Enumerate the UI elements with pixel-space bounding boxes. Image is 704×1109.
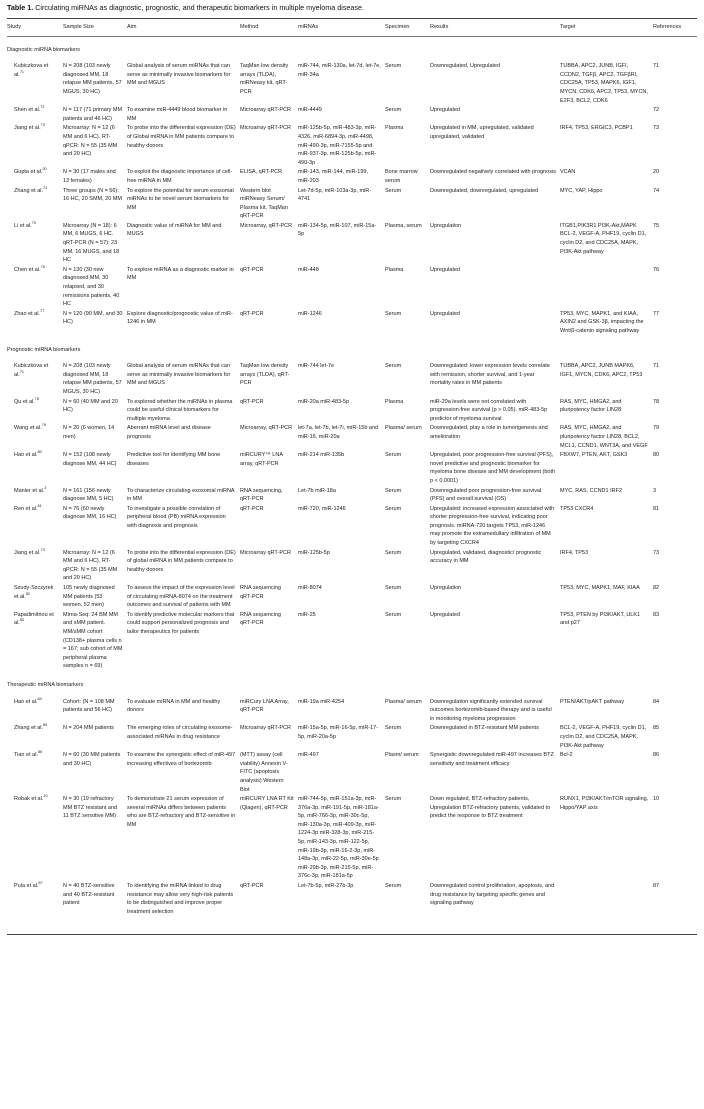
cell-mirnas: miR-125b-5p bbox=[298, 549, 330, 556]
study-name: Shen et al. bbox=[14, 107, 41, 114]
study-name: Jiang et al. bbox=[14, 549, 41, 556]
cell-sample-size: Microarray: N = 12 (6 MM and 6 HC), RT-qPCR: N = 55 (35 MM and 20 HC) bbox=[63, 549, 118, 582]
citation-superscript: 83 bbox=[19, 618, 25, 623]
study-name: Szudy-Szczyrek et al. bbox=[14, 585, 54, 600]
cell-aim: To characterize circulating exosomal miRNA in MM bbox=[127, 487, 235, 503]
cell-study bbox=[7, 424, 63, 451]
cell-aim: The emerging roles of circulating exosome-associated miRNAs in drug resistance bbox=[127, 725, 233, 740]
cell-mirnas: miR-15a-5p, miR-16-5p, miR-17-5p, miR-20a-5p bbox=[298, 725, 379, 740]
table-row bbox=[7, 487, 697, 505]
cell-target bbox=[560, 106, 653, 124]
cell-target: RAS, MYC, HMGA2, and pluripotency factor LIN28 bbox=[560, 398, 622, 414]
cell-sample-size: N = 117 (71 primary MM patients and 46 HC) bbox=[63, 107, 123, 122]
cell-target: TP53, MYC, MAPK1, and KIAA, AXIN2 and GSK-3β, impacting the Wnt/β-catenin signaling pathway bbox=[560, 310, 644, 334]
cell-method: qRT-PCR bbox=[240, 883, 264, 890]
cell-target: ITGB1,PIK3R1 PI3K-Akt,MAPK BCL-2, VEGF-A, PHF19, cyclin D1, cyclin D2, and CDC25A, MAPK, PI3K-Akt pathway bbox=[560, 222, 647, 255]
cell-results: Upregulated bbox=[430, 310, 460, 317]
citation-superscript: 72 bbox=[40, 105, 45, 110]
cell-specimen: Serum bbox=[385, 549, 402, 556]
citation-superscript: 84 bbox=[37, 696, 42, 701]
cell-reference: 75 bbox=[653, 222, 660, 229]
cell-reference: 73 bbox=[653, 549, 660, 556]
study-name: Wang et al. bbox=[14, 425, 42, 432]
citation-superscript: 86 bbox=[37, 750, 43, 755]
column-header-results: Results bbox=[430, 24, 449, 30]
cell-specimen: Serum bbox=[385, 487, 402, 494]
cell-sample-size: N = 130 (30 new diagnosed MM, 30 relapsed, and 30 remissions patients, 40 HC bbox=[63, 266, 120, 308]
cell-results: Downregulated: lower expression levels correlate with remission, shorter survival, and 1-year mortality rates in MM patients bbox=[430, 363, 550, 387]
cell-specimen: Serum bbox=[385, 363, 402, 370]
cell-mirnas: miR-125b-5p, miR-483-3p, miR-4326, miR-6894-3p, miR-4498, miR-490-3p, miR-7155-5p and miR-937-3p. miR-125b-5p, miR-490-3p bbox=[298, 125, 377, 166]
table-row bbox=[7, 222, 697, 266]
study-name: Papadimitriou et al. bbox=[14, 611, 54, 627]
cell-study bbox=[7, 187, 63, 222]
cell-specimen: Plasm/ serum bbox=[385, 752, 419, 759]
cell-study bbox=[7, 124, 63, 168]
cell-mirnas: miR-1246 bbox=[298, 310, 322, 317]
cell-aim: Diagnostic value of miRNA for MM and MUGS bbox=[127, 222, 222, 238]
cell-sample-size: N = 20 (6 women, 14 men) bbox=[63, 425, 115, 440]
column-header-aim: Aim bbox=[127, 24, 137, 30]
cell-aim: Global analysis of serum miRNAs that can serve as minimally invasive biomarkers for MM and MGUS bbox=[127, 363, 231, 387]
cell-results: Upregulated bbox=[430, 611, 460, 618]
cell-target: RAS, MYC, HMGA2, and pluripotency factor LIN28, BCL2, MCL1, CCND1, WNT3A, and VEGF bbox=[560, 425, 648, 449]
cell-target: MYC, RAS, CCND1 IRF2 bbox=[560, 487, 623, 494]
table-row bbox=[7, 266, 697, 310]
cell-method: qRT-PCR bbox=[240, 505, 264, 512]
cell-aim: To evaluate miRNA in MM and healthy donors bbox=[127, 698, 221, 714]
table-row bbox=[7, 62, 697, 106]
cell-study bbox=[7, 62, 63, 106]
cell-aim: Aberrant miRNA level and disease prognosis bbox=[127, 425, 211, 440]
study-name: Hao et al. bbox=[14, 698, 38, 705]
cell-method: ELISA, qRT-PCR bbox=[240, 169, 283, 176]
table-row bbox=[7, 451, 697, 486]
cell-results: Downregulated negatively correlated with prognosis bbox=[430, 169, 556, 176]
cell-aim: To examine miR-4449 blood biomarker in MM bbox=[127, 107, 228, 122]
cell-target: TP53 CXCR4 bbox=[560, 505, 594, 512]
cell-method: miRCURY LNA RT Kit (Qiagen), qRT-PCR bbox=[240, 796, 294, 811]
cell-specimen: Serum bbox=[385, 796, 402, 803]
cell-specimen: Serum bbox=[385, 107, 402, 114]
cell-method: qRT-PCR bbox=[240, 266, 264, 273]
study-name: Pula et al. bbox=[14, 883, 39, 890]
cell-method: RNA sequencing qRT-PCR bbox=[240, 585, 281, 600]
cell-study bbox=[7, 266, 63, 310]
table-row bbox=[7, 698, 697, 725]
study-name: Qu et al. bbox=[14, 398, 35, 405]
cell-method: qRT-PCR bbox=[240, 310, 264, 317]
cell-reference: 10 bbox=[653, 796, 660, 803]
table-row bbox=[7, 505, 697, 549]
cell-sample-size: N = 60 (40 MM and 20 HC) bbox=[63, 398, 118, 414]
citation-superscript: 75 bbox=[31, 221, 36, 226]
cell-reference: 76 bbox=[653, 266, 660, 273]
cell-results: Upregulation bbox=[430, 585, 462, 592]
cell-specimen: Serum bbox=[385, 585, 402, 592]
cell-results: Upregulated bbox=[430, 107, 460, 114]
cell-specimen: Serum bbox=[385, 725, 402, 732]
citation-superscript: 82 bbox=[25, 591, 31, 596]
cell-method: Microarray qRT-PCR bbox=[240, 725, 291, 732]
table-body bbox=[7, 36, 697, 935]
cell-specimen: Serum bbox=[385, 611, 402, 618]
cell-target: RUNX1, PI3K/AKT/mTOR signaling, Hippo/YAP axis bbox=[560, 796, 649, 811]
cell-study bbox=[7, 724, 63, 751]
cell-method: Western blot miRNeasy Serum/ Plasma kit, TaqMan qRT-PCR bbox=[240, 187, 288, 220]
cell-mirnas: Let-7d-5p, miR-103a-3p, miR-4741 bbox=[298, 187, 372, 203]
section-title: Therapeutic miRNA biomarkers bbox=[7, 681, 84, 688]
cell-study bbox=[7, 168, 63, 186]
cell-sample-size: N = 60 (30 MM patients and 30 HC) bbox=[63, 752, 121, 767]
table-row bbox=[7, 187, 697, 222]
column-header-mirnas: miRNAs bbox=[298, 24, 319, 30]
citation-superscript: 74 bbox=[43, 185, 48, 190]
cell-method: qRT-PCR bbox=[240, 398, 264, 405]
table-row bbox=[7, 882, 697, 935]
cell-results: Upregulated, poor progression-free survival (PFS), novel predictive and prognostic biomarker for myeloma bone disease and MM development (both p < 0.0001) bbox=[430, 452, 556, 484]
cell-method: miRCURY™ LNA array, qRT-PCR bbox=[240, 452, 283, 467]
cell-method: RNA sequencing, qRT-PCR bbox=[240, 487, 283, 503]
cell-study bbox=[7, 549, 63, 584]
citation-superscript: 10 bbox=[43, 794, 48, 799]
study-name: Manier et al. bbox=[14, 487, 45, 494]
cell-sample-size: Mirna-Seq: 24 BM MM and sMM patient. MM/sMM cohort (CD138+ plasma cells n = 167; sub cohort of MM peripheral plasma samples n = 69) bbox=[63, 611, 123, 670]
cell-reference: 85 bbox=[653, 725, 660, 732]
citation-superscript: 73 bbox=[40, 547, 45, 552]
citation-superscript: 71 bbox=[19, 369, 25, 374]
cell-sample-size: Microarray: N = 12 (6 MM and 6 HC). RT-qPCR: N = 55 (35 MM and 20 HC) bbox=[63, 125, 118, 158]
cell-aim: To probe into the differential expression (DE) of global miRNA in MM patients compare to healthy donors bbox=[127, 549, 236, 573]
cell-study bbox=[7, 505, 63, 549]
cell-specimen: Serum bbox=[385, 63, 402, 70]
section-row bbox=[7, 672, 697, 698]
cell-target: PTEN/AKT/pAKT pathway bbox=[560, 698, 625, 705]
cell-target: TUBBA, APC2, JUNB MAPK6, IGF1, MYCN, CDK6, APC2, TP53 bbox=[560, 363, 643, 378]
cell-aim: Global analysis of serum miRNAs that can serve as minimally invasive biomarkers for MM and MGUS bbox=[127, 63, 231, 87]
cell-reference: 86 bbox=[653, 752, 660, 759]
cell-study bbox=[7, 584, 63, 611]
citation-superscript: 81 bbox=[37, 503, 42, 508]
column-header-sample-size: Sample Size bbox=[63, 24, 94, 30]
cell-mirnas: miR-448 bbox=[298, 266, 319, 273]
cell-specimen: Plasma/ serum bbox=[385, 425, 422, 432]
cell-reference: 71 bbox=[653, 63, 660, 70]
cell-target: FBXW7, PTEN, AKT, GSK3 bbox=[560, 452, 628, 459]
cell-aim: To exploit the diagnostic importance of cell-free miRNA in MM bbox=[127, 169, 233, 184]
cell-mirnas: miR-744-5p, miR-151a-3p, miR-376a-3p, miR-191-5p, miR-181a-5p, miR-766-3p, miR-30c-5p, miR-130a-3p, miR-409-3p, miR-1224-3p miR-328-3p, miR-215-5p, miR-143-3p, miR-122-5p, miR-19b-3p, miR-16-2-3p, miR-148a-3p, miR-22-5p, miR-30e-5p miR-29b-3p, miR-215-5p, miR-376c-3p, miR-181a-5p bbox=[298, 796, 379, 880]
table-row bbox=[7, 168, 697, 186]
cell-study bbox=[7, 751, 63, 795]
cell-results: Downregulated, downregulated, upregulated bbox=[430, 187, 539, 194]
cell-target: VCAN bbox=[560, 169, 576, 176]
cell-mirnas: miR-8074 bbox=[298, 585, 322, 592]
table-row bbox=[7, 310, 697, 337]
cell-study bbox=[7, 398, 63, 425]
cell-aim: To identify predictive molecular markers that could support personalized prognosis and tailor therapeutics for patients bbox=[127, 611, 235, 635]
cell-target: IRF4, TP53, ERGIC3, PCBP1 bbox=[560, 125, 633, 132]
cell-method: (MTT) assay (cell viability) Annexin V-FITC (apoptosis analysis) Western Blot bbox=[240, 752, 288, 793]
table-row bbox=[7, 795, 697, 882]
cell-mirnas: Let-7b miR-18a bbox=[298, 487, 336, 494]
cell-sample-size: N = 76 (60 newly diagnose MM, 16 HC) bbox=[63, 505, 117, 521]
cell-specimen: Plasma, serum bbox=[385, 222, 422, 229]
biomarker-table bbox=[7, 18, 697, 935]
cell-specimen: Plasma bbox=[385, 125, 404, 132]
cell-mirnas: miR-143, miR-144, miR-199, miR-203 bbox=[298, 169, 368, 184]
cell-aim: To probe into the differential expression (DE) of Global miRNA in MM patients compare to healthy donors bbox=[127, 125, 236, 149]
cell-sample-size: N = 30 (19 refractory MM BTZ resistant and 11 BTZ sensitive MM) bbox=[63, 796, 118, 820]
cell-target: TP53, MYC, MAPK1, MAF, KIAA bbox=[560, 585, 640, 592]
section-row bbox=[7, 36, 697, 62]
cell-mirnas: miR-720, miR-1246 bbox=[298, 505, 346, 512]
cell-results: Down regulated, BTZ-refractory patients, Upregulation BTZ-refractory patients, validated to predict the response to BTZ treatment bbox=[430, 796, 551, 820]
cell-aim: To assess the impact of the expression level of circulating miRNA-8074 on the treatment outcomes and survival of patients with MM bbox=[127, 585, 235, 609]
study-name: Zhang et al. bbox=[14, 187, 44, 194]
column-header-study: Study bbox=[7, 24, 22, 30]
cell-reference: 84 bbox=[653, 698, 660, 705]
cell-mirnas: miR-744, miR-130a, let-7d, let-7e, miR-34a bbox=[298, 63, 381, 78]
cell-aim: To demonstrate 21 serum expression of several miRNAs differs between patients who are BTZ-refractory and BTZ-sensitive in MM bbox=[127, 796, 236, 828]
cell-reference: 87 bbox=[653, 883, 660, 890]
study-name: Li et al. bbox=[14, 222, 32, 229]
cell-mirnas: Let-7b-5p, miR-27b-3p bbox=[298, 883, 354, 890]
cell-results: Downregulated, Upregulated bbox=[430, 63, 501, 70]
study-name: Kubiczkova et al. bbox=[14, 363, 49, 378]
cell-method: Microarray qRT-PCR bbox=[240, 125, 291, 132]
section-row bbox=[7, 337, 697, 363]
cell-study bbox=[7, 310, 63, 337]
column-header-target: Target bbox=[560, 24, 576, 30]
study-name: Zhang et al. bbox=[14, 725, 44, 732]
cell-specimen: Bone marrow serum bbox=[385, 169, 418, 184]
study-name: Hao et al. bbox=[14, 452, 38, 459]
study-name: Robak et al. bbox=[14, 796, 44, 803]
table-row bbox=[7, 549, 697, 584]
cell-reference: 78 bbox=[653, 398, 660, 405]
cell-sample-size: Microarray (N = 18): 6 MM, 6 MUGS, 6 HC. qRT-PCR (N = 57): 23 MM, 16 MUGS, and 18 HC bbox=[63, 222, 120, 264]
cell-mirnas: miR-214 miR-135b bbox=[298, 452, 345, 459]
cell-results: Upregulation bbox=[430, 222, 462, 229]
cell-aim: To explore miRNA as a diagnostic marker in MM bbox=[127, 266, 234, 282]
cell-results: Upregulated, validated, diagnostic/ prognostic accuracy in MM bbox=[430, 549, 542, 565]
cell-target: Bcl-2 bbox=[560, 752, 573, 759]
citation-superscript: 78 bbox=[34, 396, 40, 401]
cell-reference: 72 bbox=[653, 107, 660, 114]
cell-mirnas: let-7a, let-7b, let-7i, miR-15b and miR-16, miR-20a bbox=[298, 425, 379, 440]
cell-reference: 82 bbox=[653, 585, 660, 592]
cell-target: IRF4, TP53 bbox=[560, 549, 589, 556]
cell-reference: 3 bbox=[653, 487, 657, 494]
citation-superscript: 87 bbox=[38, 881, 43, 886]
cell-method: miRCury LNA Array, qRT-PCR bbox=[240, 698, 289, 714]
cell-sample-size: N = 30 (17 males and 13 females) bbox=[63, 169, 116, 184]
citation-superscript: 77 bbox=[40, 308, 45, 313]
section-title: Diagnostic miRNA biomarkers bbox=[7, 46, 81, 53]
cell-reference: 71 bbox=[653, 363, 660, 370]
cell-sample-size: N = 40 BTZ-sensitive and 40 BTZ-resistant patient bbox=[63, 883, 115, 907]
cell-results: Downregulated, play a role in tumorigenesis and amelioration bbox=[430, 425, 548, 440]
citation-superscript: 73 bbox=[40, 123, 45, 128]
table-row bbox=[7, 724, 697, 751]
study-name: Chen et al. bbox=[14, 266, 41, 273]
cell-reference: 79 bbox=[653, 425, 660, 432]
cell-results: Upregulated in MM, upregulated, validated upregulated, validated bbox=[430, 125, 534, 140]
cell-reference: 80 bbox=[653, 452, 660, 459]
cell-method: Microarray qRT-PCR bbox=[240, 107, 291, 114]
cell-aim: Explore diagnostic/prognostic value of miR-1246 in MM bbox=[127, 310, 233, 326]
table-row bbox=[7, 751, 697, 795]
table-row bbox=[7, 362, 697, 397]
cell-sample-size: N = 161 (156 newly diagnose MM, 5 HC) bbox=[63, 487, 114, 503]
cell-sample-size: N = 120 (90 MM, and 30 HC) bbox=[63, 310, 123, 326]
citation-superscript: 76 bbox=[40, 265, 45, 270]
cell-reference: 73 bbox=[653, 125, 660, 132]
cell-results: Synergistic downregulated miR-497 increases BTZ sensitivity and treatment efficacy bbox=[430, 752, 554, 767]
cell-mirnas: miR-4449 bbox=[298, 107, 322, 114]
cell-method: TaqMan low density arrays (TLDA), qRT-PCR bbox=[240, 363, 290, 387]
cell-method: Microarray qRT-PCR bbox=[240, 549, 291, 556]
cell-results: Upregulated: increased expression associated with shorter progression-free survival, indicating poor prognosis. miRNA-720 targets TP53, miR-1246 may promote the extramedullary infiltration of MM by targeting CXCR4 bbox=[430, 505, 555, 547]
cell-target bbox=[560, 882, 653, 935]
cell-mirnas: miR-134-5p, miR-107, miR-15a-5p bbox=[298, 222, 377, 238]
cell-aim: To investigate a possible correlation of peripheral blood (PB) miRNA expression with diagnosis and prognosis bbox=[127, 505, 226, 529]
cell-aim: Predictive tool for identifying MM bone diseases bbox=[127, 452, 221, 467]
cell-sample-size: Three groups (N = 56): 16 HC, 20 SMM, 20 MM bbox=[63, 187, 122, 203]
cell-mirnas: miR-19a miR-4254 bbox=[298, 698, 345, 705]
cell-results: Downregulated poor progression-free survival (PFS) and overall survival (OS) bbox=[430, 487, 542, 503]
cell-target bbox=[560, 266, 653, 310]
table-label: Table 1. bbox=[7, 3, 34, 12]
table-row bbox=[7, 106, 697, 124]
cell-mirnas: miR-20a miR-483-5p bbox=[298, 398, 350, 405]
study-name: Ren et al. bbox=[14, 505, 38, 512]
citation-superscript: 20 bbox=[42, 167, 47, 172]
cell-aim: To identifying the miRNA linked to drug resistance may allow very high-risk patients to be distinguished and improve proper treatment selection bbox=[127, 883, 234, 915]
cell-mirnas: miR-25 bbox=[298, 611, 316, 618]
cell-study bbox=[7, 362, 63, 397]
cell-aim: To examine the synergistic effect of miR-497 increasing effectives of bortezomib bbox=[127, 752, 236, 767]
cell-method: TaqMan low density arrays (TLDA), miRNeasy kit, qRT-PCR bbox=[240, 63, 289, 95]
cell-specimen: Serum bbox=[385, 452, 402, 459]
cell-mirnas: miR-497 bbox=[298, 752, 319, 759]
citation-superscript: 79 bbox=[41, 423, 46, 428]
cell-study bbox=[7, 106, 63, 124]
cell-sample-size: N = 204 MM patients bbox=[63, 725, 114, 732]
cell-aim: To explored whether the miRNAs in plasma could be useful clinical biomarkers for multiple myeloma bbox=[127, 398, 233, 422]
cell-target: BCL-2, VEGF-A, PHF19, cyclin D1, cyclin D2, and CDC25A, MAPK, PI3K-Akt pathway bbox=[560, 725, 647, 749]
table-caption bbox=[7, 3, 364, 12]
citation-superscript: 80 bbox=[37, 450, 42, 455]
table-row bbox=[7, 398, 697, 425]
study-name: Zhao et al. bbox=[14, 310, 40, 317]
cell-mirnas: miR-744 let-7e bbox=[298, 363, 335, 370]
citation-superscript: 85 bbox=[43, 723, 48, 728]
cell-target: MYC, YAP, Hippo bbox=[560, 187, 603, 194]
column-header-method: Method bbox=[240, 24, 259, 30]
cell-sample-size: N = 152 (108 newly diagnose MM, 44 HC) bbox=[63, 452, 117, 467]
cell-reference: 83 bbox=[653, 611, 660, 618]
table-header bbox=[7, 19, 697, 37]
cell-study bbox=[7, 222, 63, 266]
cell-specimen: Plasma bbox=[385, 398, 404, 405]
cell-sample-size: N = 208 (103 newly diagnosed MM, 18 relapse MM patients, 57 MGUS, 30 HC) bbox=[63, 363, 122, 395]
cell-study bbox=[7, 882, 63, 935]
column-header-specimen: Specimen bbox=[385, 24, 410, 30]
cell-results: Downregulation significantly extended survival outcomes bortezomib-based therapy and is useful in monitoring myeloma progression bbox=[430, 698, 552, 722]
study-name: Kubiczkova et al. bbox=[14, 63, 49, 78]
study-name: Tian et al. bbox=[14, 752, 38, 759]
cell-results: Downregulated in BTZ-resistant MM patients bbox=[430, 725, 539, 732]
cell-reference: 20 bbox=[653, 169, 660, 176]
table-row bbox=[7, 584, 697, 611]
cell-specimen: Serum bbox=[385, 310, 402, 317]
cell-specimen: Serum bbox=[385, 187, 402, 194]
cell-sample-size: 105 newly diagnosed MM patients (53 women, 52 men) bbox=[63, 585, 115, 609]
cell-specimen: Serum bbox=[385, 505, 402, 512]
cell-method: RNA sequencing qRT-PCR bbox=[240, 611, 281, 627]
cell-study bbox=[7, 611, 63, 672]
cell-results: Downregulated control proliferation, apoptosis, and drug resistance by targeting specific genes and signaling pathway bbox=[430, 883, 555, 907]
cell-specimen: Plasma bbox=[385, 266, 404, 273]
cell-results: Upregulated bbox=[430, 266, 460, 273]
cell-reference: 77 bbox=[653, 310, 660, 317]
cell-study bbox=[7, 795, 63, 882]
cell-sample-size: Cohort: (N = 108 MM patients and 56 HC) bbox=[63, 698, 115, 714]
cell-specimen: Serum bbox=[385, 883, 402, 890]
table-row bbox=[7, 611, 697, 672]
citation-superscript: 3 bbox=[44, 485, 47, 490]
cell-aim: To explore the potential for serum exosomal miRNAs to be novel serum biomarkers for MM bbox=[127, 187, 234, 211]
table-row bbox=[7, 124, 697, 168]
cell-study bbox=[7, 698, 63, 725]
cell-reference: 81 bbox=[653, 505, 660, 512]
cell-method: Microarray, qRT-PCR bbox=[240, 425, 293, 432]
study-name: Jiang et al. bbox=[14, 125, 41, 132]
cell-reference: 74 bbox=[653, 187, 660, 194]
cell-results: miR-20a levels were not correlated with progression-free survival (p > 0.05). miR-483-5p predictor of myeloma survival bbox=[430, 398, 548, 422]
table-row bbox=[7, 424, 697, 451]
cell-target: TUBBA, APC2, JUNB, IGFI, CCDN2, TGFβ, APC2, TGFβRI, CDC25A, TP53, MAPK6, IGF1, MYCN, CDK6, APC2, TP53, MYCN, E2F3, BCL2, CDK6 bbox=[560, 63, 648, 104]
study-name: Gupta et al. bbox=[14, 169, 43, 176]
table-title: Circulating miRNAs as diagnostic, prognostic, and therapeutic biomarkers in multiple myeloma disease. bbox=[35, 3, 365, 12]
cell-target: TP53, PTEN by PI3K/AKT, ULK1 and p27 bbox=[560, 611, 641, 627]
citation-superscript: 71 bbox=[19, 69, 25, 74]
cell-study bbox=[7, 451, 63, 486]
cell-sample-size: N = 208 (103 newly diagnosed MM, 18 relapse MM patients, 57 MGUS, 30 HC) bbox=[63, 63, 122, 95]
cell-specimen: Plasma/ serum bbox=[385, 698, 422, 705]
cell-study bbox=[7, 487, 63, 505]
section-title: Prognostic miRNA biomarkers bbox=[7, 346, 81, 353]
column-header-reference: References bbox=[653, 24, 682, 30]
cell-method: Microarray, qRT-PCR bbox=[240, 222, 293, 229]
